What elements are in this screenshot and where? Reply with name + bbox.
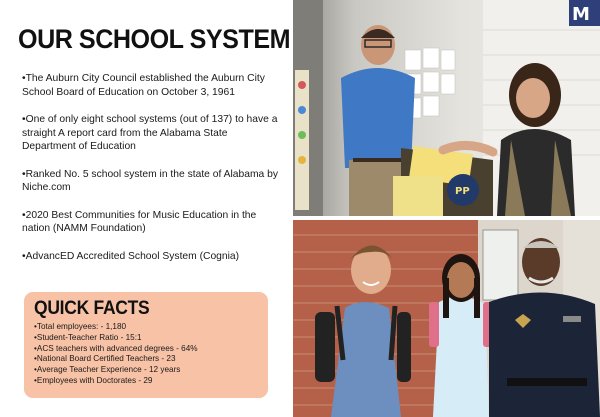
fact-item: • Average Teacher Experience - 12 years xyxy=(34,365,258,376)
photo-educators xyxy=(293,0,600,216)
bullet-item: • One of only eight school systems (out of 137) to have a straight A report card from the Alabama State Department of Education xyxy=(22,113,284,154)
text-panel xyxy=(0,0,292,417)
fact-item: • Employees with Doctorates - 29 xyxy=(34,376,258,387)
photo-educators-illustration xyxy=(293,0,600,216)
sign-letter: M xyxy=(572,4,590,25)
bullet-item: • AdvancED Accredited School System (Cognia) xyxy=(22,250,284,264)
photo-students-officer xyxy=(293,220,600,417)
bullet-item: • Ranked No. 5 school system in the state of Alabama by Niche.com xyxy=(22,168,284,195)
photo-students-illustration xyxy=(293,220,600,417)
page-title: OUR SCHOOL SYSTEM xyxy=(18,24,291,54)
bullet-list xyxy=(22,72,284,277)
fact-item: • ACS teachers with advanced degrees - 64% xyxy=(34,344,258,355)
bullet-item: • 2020 Best Communities for Music Education in the nation (NAMM Foundation) xyxy=(22,209,284,236)
book-cover-text: PP xyxy=(455,186,470,197)
fact-item: • Total employees: - 1,180 xyxy=(34,322,258,333)
fact-item: • Student-Teacher Ratio - 15:1 xyxy=(34,333,258,344)
fact-item: • National Board Certified Teachers - 23 xyxy=(34,354,258,365)
bullet-item: • The Auburn City Council established the Auburn City School Board of Education on October 3, 1961 xyxy=(22,72,284,99)
quick-facts-box xyxy=(24,292,268,398)
quick-facts-title: QUICK FACTS xyxy=(34,298,150,319)
